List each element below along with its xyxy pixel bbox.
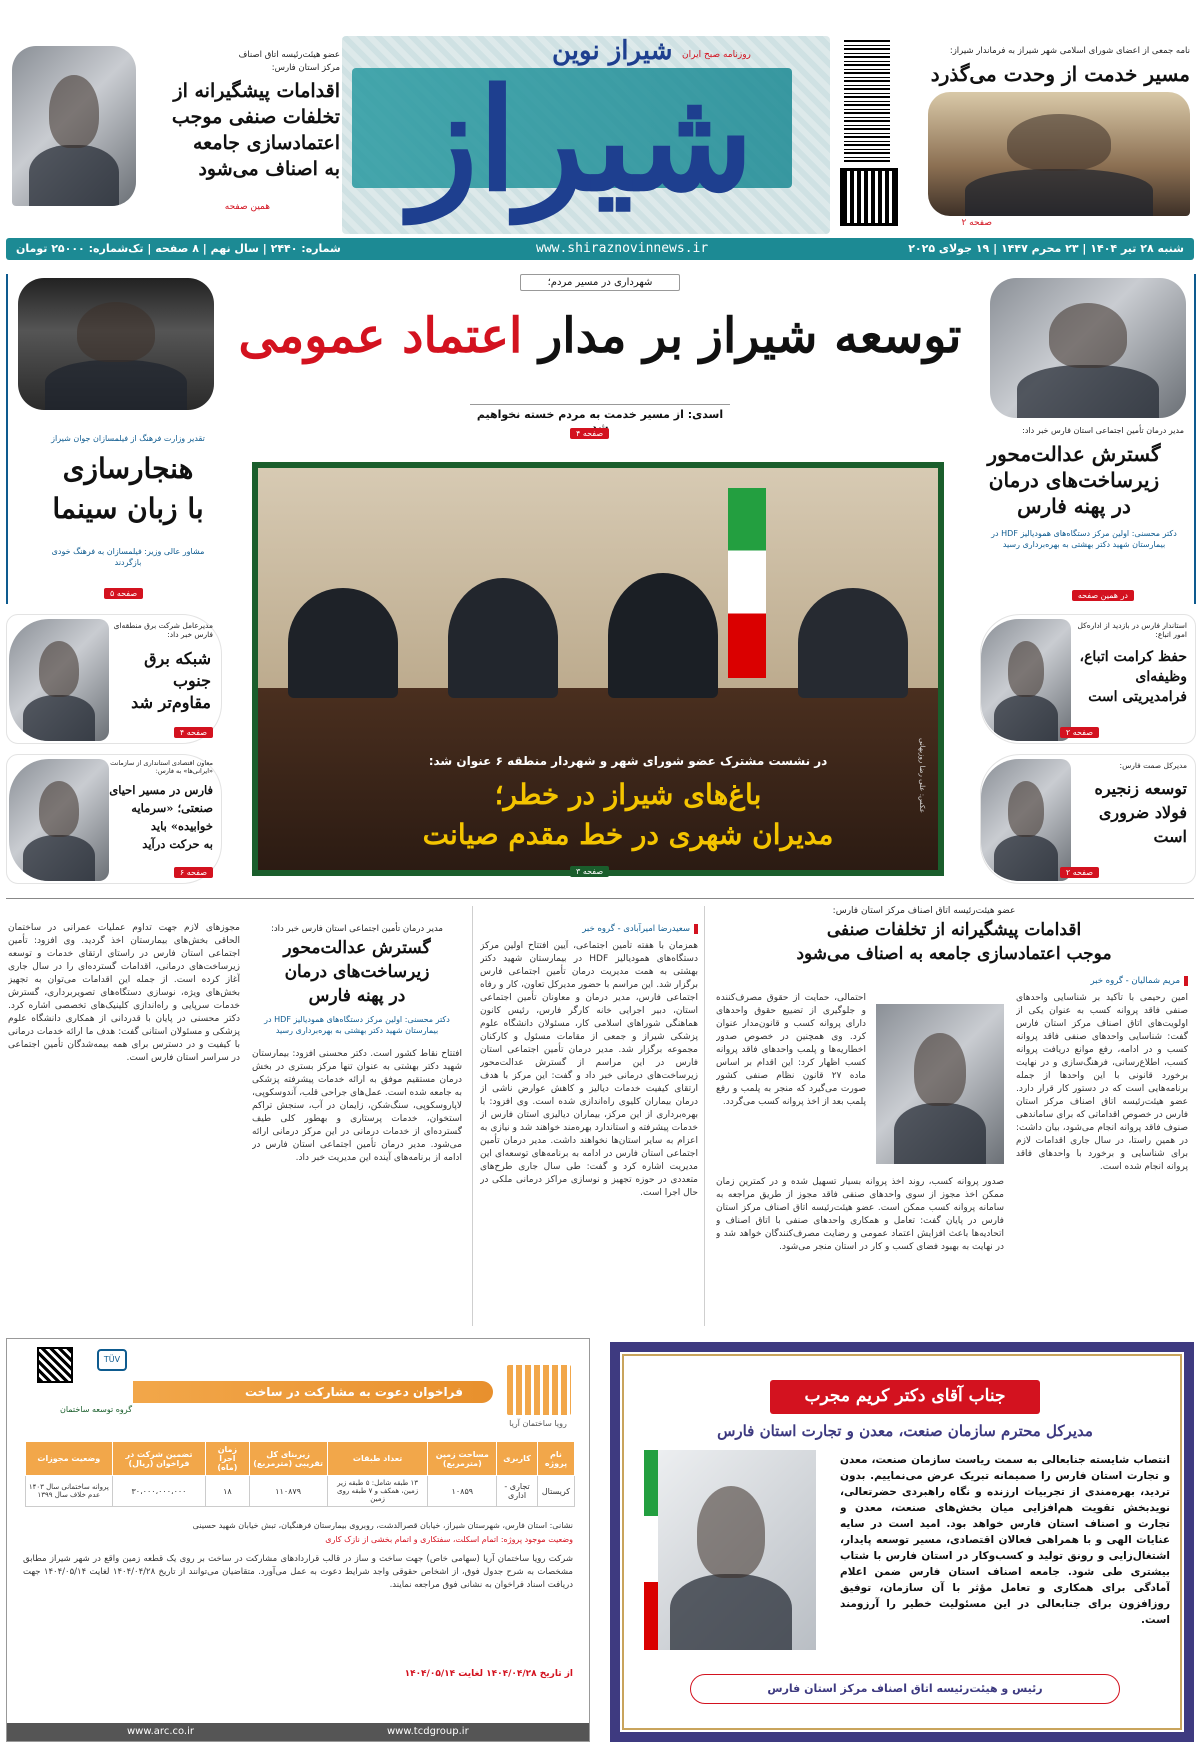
ad-col-2: مساحت زمین (مترمربع) xyxy=(428,1442,497,1476)
left-item-2-page[interactable]: صفحه ۴ xyxy=(174,727,213,738)
article-right-byline: مریم شمالیان - گروه خبر xyxy=(1090,976,1188,986)
ad-right-photo xyxy=(646,1450,816,1650)
masthead-logo-block xyxy=(342,36,830,234)
right-item-2-page[interactable]: صفحه ۲ xyxy=(1060,727,1099,738)
left-item-3-kicker: معاون اقتصادی استانداری از سازمانت «ایرانی‌ها» به فارس: xyxy=(110,759,213,775)
ad-left-url-1[interactable]: www.arc.co.ir xyxy=(127,1726,195,1737)
ad-col-1: کاربری xyxy=(497,1442,538,1476)
article-divider-1 xyxy=(704,906,705,1326)
right-item-1-photo xyxy=(990,278,1186,418)
right-item-3-page[interactable]: صفحه ۲ xyxy=(1060,867,1099,878)
left-item-3-title-3[interactable]: خوابیده» باید xyxy=(150,819,213,833)
right-item-1-title-1[interactable]: گسترش عدالت‌محور xyxy=(987,442,1161,466)
barcode xyxy=(844,38,890,162)
center-photo-frame xyxy=(252,462,944,876)
left-item-1 xyxy=(6,274,242,604)
qr-code[interactable] xyxy=(840,168,898,226)
left-item-3-title-4[interactable]: به حرکت درآید xyxy=(142,837,213,851)
ad-left-header-text: فراخوان دعوت به مشارکت در ساخت xyxy=(244,1385,463,1399)
main-headline[interactable] xyxy=(230,298,970,378)
center-photo-credit: عکس: علی رضا روزبهانی xyxy=(918,738,926,814)
article-right-kicker: عضو هیئت‌رئیسه اتاق اصناف مرکز استان فارس: xyxy=(832,906,1016,916)
ad-left-table xyxy=(25,1441,575,1507)
ad-left-company: رویا ساختمان آریا xyxy=(509,1419,567,1428)
article-left-body-2: مجوزهای لازم جهت تداوم عملیات عمرانی در ساختمان الحاقی بخش‌های بیمارستان اخذ گردید. وی افزود: تأمین اجتماعی استان فارس در راستای ارتقای خدمات و توسعه زیرساخت‌های درمانی، اقدامات گسترده‌ای را در سال جاری آغاز کرده است. از جمله این اقدامات می‌توان به تجهیز بخش‌های ویژه، نوسازی دستگاه‌های تصویربرداری، گسترش خدمات سرپایی و راه‌اندازی کلینیک‌های تخصصی اشاره کرد. دکتر محسنی در پایان با قدردانی از همکاری دانشگاه علوم پزشکی و مسئولان استانی گفت: هدف ما ارائه خدمات درمانی با کیفیت و در دسترس برای همه بیمه‌شدگان تأمین اجتماعی در سراسر استان فارس است. xyxy=(8,923,240,1063)
left-item-3-title-2[interactable]: صنعتی؛ «سرمایه xyxy=(131,801,213,815)
ad-cell-6: ۳۰،۰۰۰،۰۰۰،۰۰۰ xyxy=(112,1476,206,1507)
right-item-3-photo xyxy=(981,759,1071,881)
left-item-1-page[interactable]: صفحه ۵ xyxy=(104,588,143,599)
section-divider xyxy=(6,898,1194,899)
right-item-1-kicker: مدیر درمان تأمین اجتماعی استان فارس خبر داد: xyxy=(1022,426,1184,435)
ad-right-name: جناب آقای دکتر کریم مجرب xyxy=(804,1386,1006,1406)
ad-left-header xyxy=(133,1381,493,1403)
left-item-3 xyxy=(6,754,222,884)
left-item-1-title-1[interactable]: هنجارسازی xyxy=(62,452,194,485)
top-left-page[interactable]: همین صفحه xyxy=(224,202,270,212)
ad-cell-4: ۱۱۰۸۷۹ xyxy=(249,1476,327,1507)
ad-cell-5: ۱۸ xyxy=(206,1476,249,1507)
ad-left-qr[interactable] xyxy=(37,1347,73,1383)
left-item-3-page[interactable]: صفحه ۶ xyxy=(174,867,213,878)
ad-right-signature-box xyxy=(690,1674,1120,1704)
article-right-title-2[interactable]: موجب اعتمادسازی جامعه به اصناف می‌شود xyxy=(796,944,1112,964)
ad-cell-7: پروانه ساختمانی سال ۱۴۰۳ عدم خلاف سال ۱۳۹۹ xyxy=(26,1476,113,1507)
article-middle-byline: سعیدرضا امیرآبادی - گروه خبر xyxy=(582,924,698,934)
left-item-2-title-1[interactable]: شبکه برق xyxy=(144,649,211,668)
ad-right-flag-icon xyxy=(644,1450,658,1650)
top-left-kicker-1: عضو هیئت‌رئیسه اتاق اصناف xyxy=(238,50,340,60)
article-right-photo xyxy=(876,1004,1004,1164)
right-item-2-kicker: استاندار فارس در بازدید از ادارەکل امور اتباع: xyxy=(1077,621,1187,639)
article-middle xyxy=(478,904,700,1322)
center-photo-kicker: در نشست مشترک عضو شورای شهر و شهردار منطقه ۶ عنوان شد: xyxy=(428,754,828,768)
ad-right xyxy=(610,1342,1194,1742)
top-right-kicker: نامه جمعی از اعضای شورای اسلامی شهر شیراز به فرماندار شیراز: xyxy=(949,46,1190,56)
right-item-3-title-3[interactable]: است xyxy=(1153,827,1187,846)
left-item-2-kicker: مدیرعامل شرکت برق منطقه‌ای فارس خبر داد: xyxy=(113,621,213,639)
date-text: شنبه ۲۸ تیر ۱۴۰۴ | ۲۳ محرم ۱۴۴۷ | ۱۹ جولای ۲۰۲۵ xyxy=(908,242,1184,255)
right-item-2-photo xyxy=(981,619,1071,741)
flag-icon xyxy=(728,488,766,678)
center-photo-title-2[interactable]: مدیران شهری در خط مقدم صیانت xyxy=(422,818,834,851)
top-left-title-3[interactable]: اعتمادسازی جامعه xyxy=(192,132,340,154)
article-right-title-1[interactable]: اقدامات پیشگیرانه از تخلفات صنفی xyxy=(826,920,1082,940)
logo-big[interactable]: شیراز xyxy=(410,59,754,223)
article-right-body-3: صدور پروانه کسب، روند اخذ پروانه بسیار تسهیل شده و در کمترین زمان ممکن اخذ مجوز از سوی واحدهای صنفی فاقد مجوز از طریق مراجعه به سامانه پروانه کسب ممکن است. عضو هیئت‌رئیسه اتاق اصناف مرکز استان فارس در پایان گفت: تعامل و همکاری واحدهای صنفی با اتاق اصناف و اتحادیه‌ها باعث افزایش اعتماد عمومی و رضایت مصرف‌کنندگان خواهد شد و در نهایت به بهبود فضای کسب و کار در استان منجر می‌شود. xyxy=(716,1177,1004,1252)
right-item-3 xyxy=(980,754,1196,884)
ad-right-role: مدیرکل محترم سازمان صنعت، معدن و تجارت استان فارس xyxy=(717,1422,1093,1440)
right-item-1 xyxy=(960,274,1196,604)
ad-right-body: انتصاب شایسته جنابعالی به سمت ریاست سازمان صنعت، معدن و تجارت استان فارس را صمیمانه تبریک عرض می‌نماییم. بدون تردید، بهره‌مندی از تجربیات ارزنده و نگاه راهبردی حضرتعالی، نویدبخش تقویت هم‌افزایی میان بخش‌های صنعت، معدن و تجارت و اصناف استان فارس خواهد بود. امید است در سایه عنایات الهی و با همراهی فعالان اقتصادی، مسیر توسعه پایدار، اشتغال‌زایی و رونق تولید و کسب‌وکار در استان فارس با شتاب بیشتری طی شود. جامعه اصناف استان فارس ضمن اعلام آمادگی برای همکاری و تعامل مؤثر با آن سازمان، توفیق روزافزون برای جنابعالی در این مسئولیت خطیر را آرزومند است. xyxy=(840,1454,1170,1626)
right-item-3-title-2[interactable]: فولاد ضروری xyxy=(1098,803,1187,822)
left-item-2-photo xyxy=(9,619,109,741)
article-right-body-1: امین رحیمی با تأکید بر شناسایی واحدهای صنفی فاقد پروانه کسب به عنوان یکی از اولویت‌های اتاق اصناف مرکز استان فارس گفت: شناسایی واحدهای صنفی فاقد پروانه کسب و در ادامه، رفع موانع دریافت پروانه کسب، اطلاع‌رسانی، فرهنگ‌سازی و در نهایت برخورد قانونی با این واحدها از جمله برنامه‌هایی است که در دستور کار قرار دارد. عضو هیئت‌رئیسه اتاق اصناف مرکز استان فارس در خصوص اقداماتی که برای ساماندهی صنوف فاقد پروانه انجام می‌شود، بیان داشت: در همین راستا، در سال جاری اقدامات لازم برای شناسایی و برخورد با واحدهای فاقد پروانه انجام شده است. xyxy=(1016,993,1188,1172)
left-item-2 xyxy=(6,614,222,744)
ad-col-6: تضمین شرکت در فراخوان (ریال) xyxy=(112,1442,206,1476)
article-left-title-3[interactable]: در پهنه فارس xyxy=(308,986,406,1006)
top-left-title-4[interactable]: به اصناف می‌شود xyxy=(198,158,340,180)
main-headline-black: توسعه شیراز بر مدار xyxy=(539,308,962,364)
ad-right-signature: رئیس و هیئت‌رئیسه اتاق اصناف مرکز استان فارس xyxy=(767,1682,1043,1695)
article-left-body-1: افتتاح نقاط کشور است. دکتر محسنی افزود: بیمارستان شهید دکتر بهشتی به عنوان تنها مرکز بستری در بخش درمان مستقیم موفق به ارائه خدمات پیشرفته پزشکی به جامعه شده است. عمل‌های جراحی قلب، آندوسکوپی، لاپاروسکوپی، سنگ‌شکن، زایمان در آب، سنجش تراکم استخوان، خدمات پرستاری و بهطور کلی طیف گسترده‌ای از خدمات درمانی در این مرکز درمانی ارائه می‌شود. مدیر درمان تأمین اجتماعی استان فارس در ادامه از برنامه‌های آینده این مدیریت خبر داد. xyxy=(252,1049,462,1163)
article-left-title-2[interactable]: زیرساخت‌های درمان xyxy=(284,962,430,982)
left-item-1-sub: مشاور عالی وزیر: فیلمسازان به فرهنگ خودی بازگردند xyxy=(51,547,205,567)
ad-left-status: وضعیت موجود پروژه: اتمام اسکلت، سفتکاری و اتمام بخشی از نازک کاری xyxy=(325,1535,573,1544)
top-right-page[interactable]: صفحه ۲ xyxy=(961,218,992,228)
right-item-1-page[interactable]: در همین صفحه xyxy=(1072,590,1134,601)
ad-col-4: زیربنای کل تقریبی (مترمربع) xyxy=(249,1442,327,1476)
masthead xyxy=(0,0,1200,240)
main-headline-kicker-text: شهرداری در مسیر مردم؛ xyxy=(547,277,653,288)
right-item-3-title-1[interactable]: توسعه زنجیره xyxy=(1094,779,1187,798)
ad-left-group: گروه توسعه ساختمان xyxy=(59,1405,132,1414)
article-left-kicker: مدیر درمان تأمین اجتماعی استان فارس خبر داد: xyxy=(271,924,443,934)
left-item-2-title-3[interactable]: مقاوم‌تر شد xyxy=(131,693,211,712)
person-1 xyxy=(288,588,398,698)
right-item-2-title-2[interactable]: وظیفه‌ای xyxy=(1135,669,1187,685)
top-right-photo xyxy=(928,92,1190,216)
article-middle-body: همزمان با هفته تأمین اجتماعی، آیین افتتاح اولین مرکز دستگاه‌های همودیالیز HDF در بیمارستان شهید دکتر بهشتی به همت مدیریت درمان تأمین اجتماعی فارس برگزار شد. این مراسم با حضور مدیرکل تعاون، کار و رفاه اجتماعی فارس، مدیر درمان و معاونان تأمین اجتماعی استان، دبیر اجرایی خانه کارگر فارس، رئیس کانون هماهنگی شوراهای اسلامی کار، مسئولان دانشگاه علوم پزشکی شیراز و جمعی از مقامات مسئول و کارکنان مجموعه برگزار شد. مدیر درمان تأمین اجتماعی استان فارس در این مراسم از گسترش عدالت‌محور زیرساخت‌های درمانی خبر داد و گفت: این مرکز با هدف ارتقای کیفیت خدمات دیالیز و کاهش عوارض ناشی از درمان بیماران کلیوی راه‌اندازی شده است. وی افزود: با بهره‌برداری از این مرکز، بیماران دیالیزی استان فارس از خدمات پیشرفته و استاندارد بهره‌مند خواهند شد و نیازی به اعزام به سایر استان‌ها نخواهند داشت. مدیر درمان تأمین اجتماعی استان فارس در ادامه به برنامه‌های توسعه‌ای این مدیریت اشاره کرد و گفت: طی سال جاری طرح‌های متعددی در حوزه تجهیز و نوسازی مراکز درمانی ملکی در حال اجرا است. xyxy=(480,941,698,1198)
ad-left-logo-icon xyxy=(507,1365,571,1415)
center-photo-title-1[interactable]: باغ‌های شیراز در خطر؛ xyxy=(494,778,762,811)
main-subtitle: اسدی: از مسیر خدمت به مردم خسته نخواهیم xyxy=(470,404,730,434)
right-item-2-title-1[interactable]: حفظ کرامت اتباع، xyxy=(1079,649,1187,665)
right-item-2-title-3[interactable]: فرامدیریتی است xyxy=(1088,689,1187,705)
top-left-box xyxy=(12,46,340,226)
person-3 xyxy=(608,573,718,698)
right-item-1-sub: دکتر محسنی: اولین مرکز دستگاه‌های همودیالیز HDF در بیمارستان شهید دکتر بهشتی به بهره‌برداری رسید xyxy=(991,529,1177,549)
top-right-title[interactable]: مسیر خدمت از وحدت می‌گذرد xyxy=(930,62,1190,86)
article-divider-2 xyxy=(472,906,473,1326)
ad-left-body: شرکت رویا ساختمان آریا (سهامی خاص) جهت ساخت و ساز در قالب قراردادهای مشارکت در ساخت بر روی یک قطعه زمین واقع در شهر شیراز مطابق مشخصات به شرح جدول فوق، از اشخاص حقوقی واجد شرایط دعوت به عمل می‌آورد. متقاضیان می‌توانند از تاریخ ۱۴۰۴/۰۴/۲۸ لغایت ۱۴۰۴/۰۵/۱۴ جهت دریافت اسناد فراخوان به نشانی فوق مراجعه نمایند. xyxy=(23,1554,573,1590)
article-left xyxy=(6,904,468,1322)
ad-col-3: تعداد طبقات xyxy=(327,1442,428,1476)
table-row xyxy=(26,1476,575,1507)
article-left-sub: دکتر محسنی: اولین مرکز دستگاه‌های همودیالیز HDF در بیمارستان شهید دکتر بهشتی به بهره‌برداری رسید xyxy=(264,1015,450,1035)
left-item-1-photo xyxy=(18,278,214,410)
left-item-3-photo xyxy=(9,759,109,881)
article-right xyxy=(712,904,1194,1322)
ad-left-address: نشانی: استان فارس، شهرستان شیراز، خیابان قصرالدشت، روبروی بیمارستان فرهنگیان، تبش خیابان شهید حسینی xyxy=(192,1521,573,1530)
site-url[interactable]: www.shiraznovinnews.ir xyxy=(536,241,709,256)
left-item-1-title-2[interactable]: با زبان سینما xyxy=(52,492,204,525)
ad-left-tuv-icon: TÜV xyxy=(97,1349,127,1371)
ad-left-url-2[interactable]: www.tcdgroup.ir xyxy=(387,1726,469,1737)
date-bar xyxy=(6,238,1194,260)
right-item-2 xyxy=(980,614,1196,744)
top-left-photo xyxy=(12,46,136,206)
right-item-1-title-3[interactable]: در پهنه فارس xyxy=(1017,494,1131,518)
ad-cell-3: ۱۳ طبقه شامل: ۵ طبقه زیر زمین، همکف و ۷ طبقه روی زمین xyxy=(327,1476,428,1507)
ad-cell-0: کریستال xyxy=(537,1476,574,1507)
right-item-1-title-2[interactable]: زیرساخت‌های درمان xyxy=(988,468,1160,492)
left-item-2-title-2[interactable]: جنوب xyxy=(172,671,211,690)
main-headline-red: اعتماد عمومی xyxy=(238,308,523,364)
article-right-body-2: احتمالی، حمایت از حقوق مصرف‌کننده و جلوگیری از تضییع حقوق واحدهای دارای پروانه کسب و قانون‌مدار عنوان کرد. وی همچنین در خصوص صدور اخطاریه‌ها و پلمب واحدهای فاقد پروانه کسب اظهار کرد: این اقدام بر اساس ماده ۲۷ قانون نظام صنفی کشور صورت می‌گیرد که منجر به پلمب و رفع پلمب بعد از اخذ پروانه کسب می‌گردد. xyxy=(716,993,866,1107)
top-left-title-2[interactable]: تخلفات صنفی موجب xyxy=(171,106,340,128)
ad-right-name-banner xyxy=(770,1380,1040,1414)
logo-small: شیراز نوین xyxy=(552,36,673,66)
ad-left-footer xyxy=(7,1723,589,1741)
ad-left-table-header xyxy=(26,1442,575,1476)
right-col xyxy=(960,274,1196,884)
ad-col-0: نام پروژه xyxy=(537,1442,574,1476)
person-4 xyxy=(798,588,908,698)
left-item-3-title-1[interactable]: فارس در مسیر احیای xyxy=(109,783,213,797)
ad-cell-2: ۱۰۸۵۹ xyxy=(428,1476,497,1507)
article-left-title-1[interactable]: گسترش عدالت‌محور xyxy=(283,938,431,958)
top-left-kicker-2: مرکز استان فارس: xyxy=(271,63,340,73)
left-item-1-kicker: تقدیر وزارت فرهنگ از فیلمسازان جوان شیراز xyxy=(51,434,205,443)
person-2 xyxy=(448,578,558,698)
ad-left xyxy=(6,1338,590,1742)
main-page[interactable]: صفحه ۴ xyxy=(570,428,609,439)
ad-left-deadline: از تاریخ ۱۴۰۴/۰۴/۲۸ لغایت ۱۴۰۴/۰۵/۱۴ xyxy=(404,1669,573,1679)
ad-col-5: زمان اجرا (ماه) xyxy=(206,1442,249,1476)
ad-cell-1: تجاری - اداری xyxy=(497,1476,538,1507)
top-left-title-1[interactable]: اقدامات پیشگیرانه از xyxy=(173,80,340,102)
main-headline-kicker xyxy=(520,274,680,291)
right-item-3-kicker: مدیرکل صمت فارس: xyxy=(1119,761,1187,770)
center-photo-page[interactable]: صفحه ۳ xyxy=(570,866,609,877)
issue-text: شماره: ۲۴۴۰ | سال نهم | ۸ صفحه | تک‌شماره: ۲۵۰۰۰ تومان xyxy=(16,242,341,255)
left-col xyxy=(6,274,242,884)
logo-subtitle: روزنامه صبح ایران xyxy=(682,50,751,60)
ad-col-7: وضعیت مجوزات xyxy=(26,1442,113,1476)
